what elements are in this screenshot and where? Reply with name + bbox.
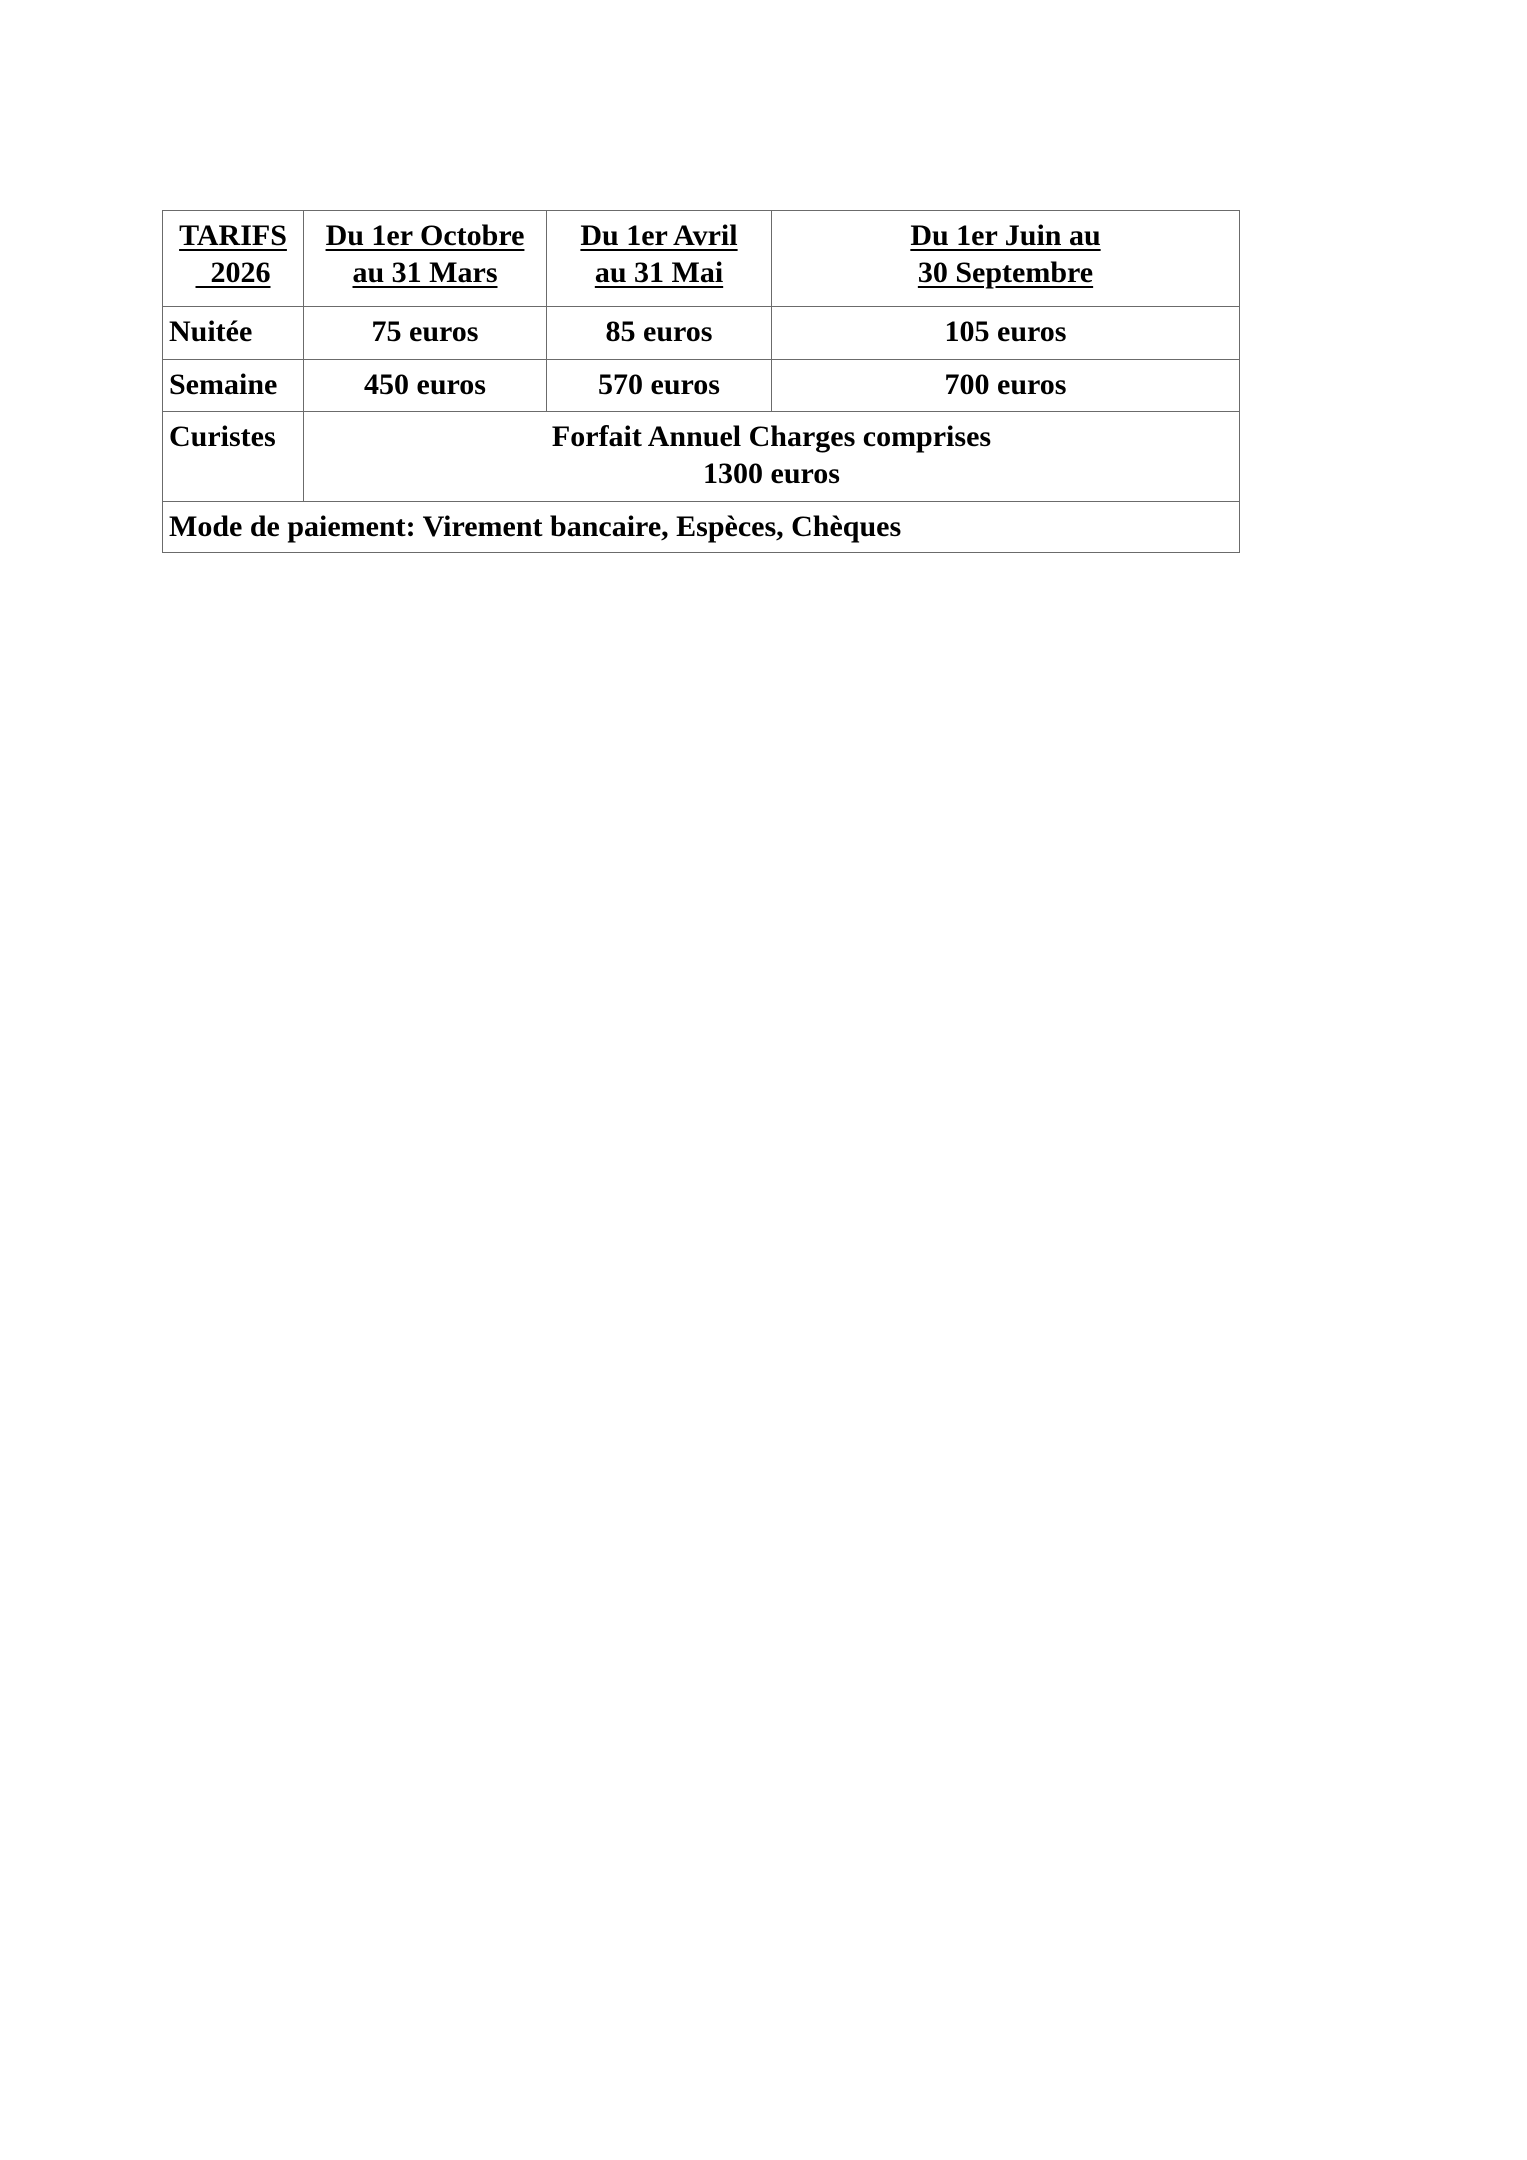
header-cell-tarifs-2026 [163,211,304,307]
table-row-nuitee [163,307,1240,360]
table-header-row [163,211,1240,307]
curistes-forfait-cell [304,412,1240,502]
period-1-line-2: au 31 Mars [352,256,498,289]
period-3-line-2: 30 Septembre [917,256,1094,289]
payment-methods-text: Mode de paiement: Virement bancaire, Espèces, Chèques [163,502,1240,553]
table-row-semaine [163,360,1240,412]
curistes-forfait-label: Forfait Annuel Charges comprises [551,420,992,453]
table-row-curistes [163,412,1240,502]
header-cell-period-2 [547,211,772,307]
price-semaine-period-1: 450 euros [304,360,547,412]
period-2-line-1: Du 1er Avril [580,219,738,252]
row-label-nuitee: Nuitée [163,307,304,360]
header-year-label: 2026 [195,256,271,289]
row-label-curistes: Curistes [163,412,304,502]
row-label-semaine: Semaine [163,360,304,412]
period-2-line-2: au 31 Mai [594,256,724,289]
table-row-payment [163,502,1240,553]
header-cell-period-3 [772,211,1240,307]
price-nuitee-period-3: 105 euros [772,307,1240,360]
header-tarifs-label: TARIFS [179,219,287,252]
period-1-line-1: Du 1er Octobre [325,219,525,252]
price-nuitee-period-1: 75 euros [304,307,547,360]
price-semaine-period-2: 570 euros [547,360,772,412]
period-3-line-1: Du 1er Juin au [910,219,1101,252]
price-semaine-period-3: 700 euros [772,360,1240,412]
price-nuitee-period-2: 85 euros [547,307,772,360]
header-cell-period-1 [304,211,547,307]
tarifs-table [162,210,1240,553]
curistes-forfait-price: 1300 euros [703,457,840,490]
